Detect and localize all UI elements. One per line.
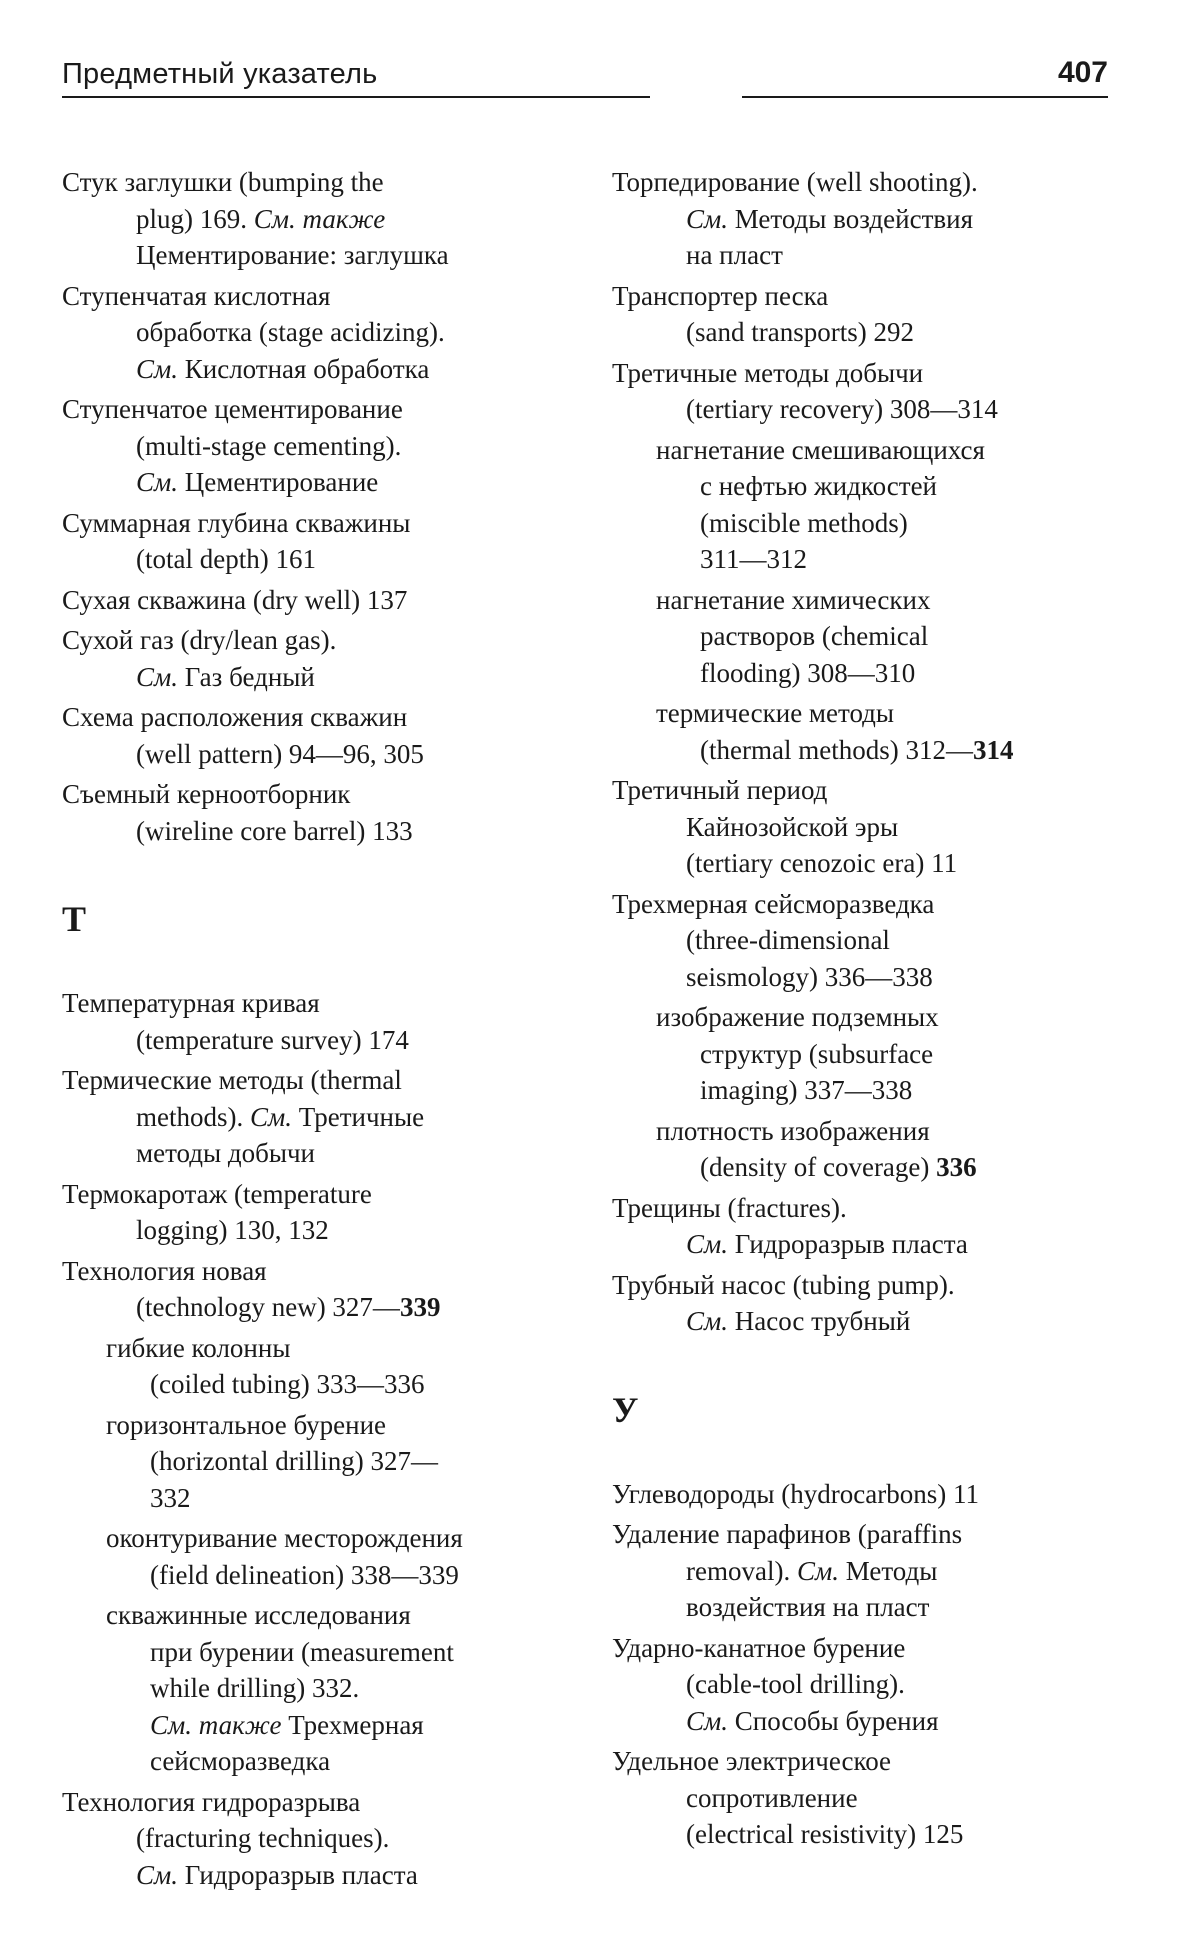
entry-text: (well pattern) 94—96, 305 [136, 738, 424, 769]
entry-text: плотность изображения [656, 1115, 930, 1146]
index-entry [612, 886, 1112, 996]
entry-line [62, 1022, 582, 1059]
entry-line [62, 1330, 582, 1367]
left-index-column [62, 164, 582, 1897]
entry-line [612, 237, 1112, 274]
entry-line [62, 1707, 582, 1744]
entry-line [612, 468, 1112, 505]
entry-line [612, 1036, 1112, 1073]
cross-reference: См. [136, 467, 178, 497]
entry-line [612, 1743, 1112, 1780]
entry-line [612, 314, 1112, 351]
entry-text: Ступенчатая кислотная [62, 280, 331, 311]
entry-text: растворов (chemical [700, 621, 929, 651]
index-subentry [62, 1330, 582, 1403]
index-entry [62, 622, 582, 695]
entry-text: 311—312 [700, 544, 807, 574]
entry-line [62, 1176, 582, 1213]
index-entry [612, 1267, 1112, 1340]
entry-line [612, 1666, 1112, 1703]
cross-reference: См. [686, 1306, 728, 1336]
entry-line [62, 813, 582, 850]
cross-reference: См. [796, 1555, 839, 1586]
index-subentry [612, 695, 1112, 768]
entry-text: Схема расположения скважин [62, 702, 408, 732]
index-entry [62, 1176, 582, 1249]
entry-line [62, 464, 582, 501]
entry-text: Кайнозойской эры [686, 811, 899, 842]
entry-text: (fracturing techniques). [136, 1823, 390, 1853]
entry-text: методы добычи [136, 1138, 316, 1168]
cross-reference: См. [686, 203, 728, 234]
entry-line [62, 736, 582, 773]
entry-text: Кислотная обработка [178, 353, 430, 384]
entry-text: Цементирование [178, 467, 379, 497]
entry-line [62, 391, 582, 428]
entry-line [62, 428, 582, 465]
cross-reference: См. [136, 1859, 178, 1890]
index-entry [62, 1253, 582, 1326]
entry-text: flooding) 308—310 [700, 657, 916, 688]
cross-reference: См. [686, 1705, 728, 1736]
entry-line [612, 1630, 1112, 1667]
entry-line [612, 1476, 1112, 1513]
entry-line [612, 278, 1112, 315]
entry-line [612, 164, 1112, 201]
entry-text: Удельное электрическое [612, 1746, 892, 1776]
cross-reference: См. [136, 353, 178, 384]
entry-text: Термокаротаж (temperature [62, 1178, 372, 1209]
entry-text: Сухая скважина (dry well) 137 [62, 584, 408, 615]
entry-text: Ударно-канатное бурение [612, 1632, 906, 1663]
entry-text: Технология новая [62, 1255, 267, 1286]
entry-line [612, 1072, 1112, 1109]
entry-text: Методы [838, 1555, 938, 1586]
entry-text: Трехмерная сейсморазведка [612, 888, 935, 919]
entry-text: removal). [686, 1555, 797, 1586]
entry-text: обработка (stage acidizing). [136, 317, 445, 347]
entry-text: Технология гидроразрыва [62, 1786, 361, 1817]
running-head [62, 52, 1108, 102]
cross-reference: См. также [253, 203, 386, 234]
entry-line [612, 1226, 1112, 1263]
entry-text: Съемный керноотборник [62, 779, 351, 809]
entry-text: Транспортер песка [612, 280, 829, 311]
entry-line [612, 845, 1112, 882]
entry-text: Углеводороды (hydrocarbons) 11 [612, 1478, 979, 1509]
entry-line [612, 1703, 1112, 1740]
entry-text: (total depth) 161 [136, 544, 316, 574]
entry-text: (field delineation) 338—339 [150, 1559, 459, 1590]
header-rule-left [62, 96, 650, 98]
entry-line [612, 432, 1112, 469]
entry-text: (three-dimensional [686, 925, 890, 955]
index-entry [62, 985, 582, 1058]
entry-line [62, 237, 582, 274]
entry-line [612, 1516, 1112, 1553]
entry-text: горизонтальное бурение [106, 1409, 387, 1440]
entry-line [62, 1857, 582, 1894]
entry-text: (tertiary cenozoic era) 11 [686, 848, 958, 878]
entry-line [62, 505, 582, 542]
entry-line [62, 1135, 582, 1172]
entry-line [62, 1366, 582, 1403]
entry-line [62, 541, 582, 578]
entry-text: (multi-stage cementing). [136, 430, 402, 461]
index-subentry [62, 1407, 582, 1517]
entry-text: Газ бедный [178, 661, 315, 692]
entry-text: Трехмерная [281, 1709, 424, 1740]
entry-text: Торпедирование (well shooting). [612, 167, 978, 197]
entry-text: скважинные исследования [106, 1600, 411, 1630]
entry-text: Ступенчатое цементирование [62, 394, 403, 424]
entry-text: термические методы [656, 698, 895, 728]
index-subentry [612, 1113, 1112, 1186]
entry-line [62, 1212, 582, 1249]
entry-line [62, 1634, 582, 1671]
entry-line [62, 622, 582, 659]
entry-line [612, 1303, 1112, 1340]
entry-text: (cable-tool drilling). [686, 1669, 905, 1699]
header-rule-right [742, 96, 1108, 98]
right-index-column [612, 164, 1112, 1857]
cross-reference: См. [250, 1101, 292, 1132]
entry-text: Температурная кривая [62, 988, 320, 1018]
index-subentry [62, 1520, 582, 1593]
entry-line [612, 695, 1112, 732]
cross-reference: См. также [150, 1709, 282, 1740]
entry-text: while drilling) 332. [150, 1673, 360, 1703]
entry-line [62, 1670, 582, 1707]
entry-text: (wireline core barrel) 133 [136, 815, 413, 846]
index-entry [612, 1743, 1112, 1853]
cross-reference: См. [686, 1229, 728, 1259]
index-entry [62, 699, 582, 772]
index-entry [62, 278, 582, 388]
entry-text: оконтуривание месторождения [106, 1523, 463, 1553]
entry-text: Третичный период [612, 775, 828, 805]
entry-text: Способы бурения [728, 1705, 939, 1736]
entry-line [612, 809, 1112, 846]
entry-line [612, 541, 1112, 578]
entry-text: seismology) 336—338 [686, 961, 933, 992]
page-reference-bold: 336 [936, 1152, 977, 1182]
entry-line [62, 776, 582, 813]
entry-text: (sand transports) 292 [686, 317, 914, 347]
entry-line [612, 959, 1112, 996]
entry-line [612, 772, 1112, 809]
entry-text: (density of coverage) [700, 1152, 937, 1182]
entry-text: imaging) 337—338 [700, 1075, 913, 1105]
entry-text: Стук заглушки (bumping the [62, 167, 384, 197]
index-entry [612, 278, 1112, 351]
page-number: 407 [1057, 56, 1108, 89]
entry-line [612, 1553, 1112, 1590]
entry-line [612, 618, 1112, 655]
entry-text: logging) 130, 132 [136, 1215, 329, 1245]
entry-line [612, 1113, 1112, 1150]
entry-line [62, 1253, 582, 1290]
entry-line [62, 1743, 582, 1780]
entry-line [62, 1407, 582, 1444]
entry-text: 332 [150, 1482, 191, 1513]
entry-line [612, 1589, 1112, 1626]
entry-text: Термические методы (thermal [62, 1065, 402, 1095]
entry-line [62, 699, 582, 736]
entry-text: воздействия на пласт [686, 1592, 930, 1622]
index-entry [612, 164, 1112, 274]
index-entry [612, 1476, 1112, 1513]
index-entry [612, 772, 1112, 882]
entry-line [612, 582, 1112, 619]
entry-line [612, 1816, 1112, 1853]
index-entry [612, 355, 1112, 428]
entry-line [62, 164, 582, 201]
index-entry [612, 1516, 1112, 1626]
entry-line [62, 1099, 582, 1136]
entry-text: (miscible methods) [700, 507, 908, 538]
entry-line [62, 659, 582, 696]
entry-line [612, 886, 1112, 923]
entry-line [612, 1190, 1112, 1227]
entry-text: Гидроразрыв пласта [178, 1859, 418, 1890]
entry-line [612, 201, 1112, 238]
entry-text: (horizontal drilling) 327— [150, 1446, 438, 1476]
entry-line [62, 582, 582, 619]
entry-line [62, 1520, 582, 1557]
entry-text: (temperature survey) 174 [136, 1024, 409, 1055]
entry-text: сопротивление [686, 1782, 858, 1813]
section-letter-heading: У [612, 1389, 639, 1430]
entry-line [612, 355, 1112, 392]
entry-line [62, 1480, 582, 1517]
index-entry [62, 164, 582, 274]
entry-line [612, 732, 1112, 769]
entry-text: на пласт [686, 240, 783, 270]
entry-text: Трубный насос (tubing pump). [612, 1269, 955, 1300]
entry-text: plug) 169. [136, 203, 254, 234]
index-entry [612, 1630, 1112, 1740]
index-entry [612, 1190, 1112, 1263]
entry-text: Цементирование: заглушка [136, 240, 449, 270]
entry-text: при бурении (measurement [150, 1636, 454, 1667]
entry-line [62, 1443, 582, 1480]
entry-line [62, 314, 582, 351]
index-subentry [612, 999, 1112, 1109]
entry-text: Гидроразрыв пласта [728, 1229, 968, 1259]
entry-line [612, 655, 1112, 692]
entry-line [612, 391, 1112, 428]
entry-line [62, 278, 582, 315]
entry-text: Суммарная глубина скважины [62, 507, 411, 538]
index-subentry [612, 582, 1112, 692]
entry-text: (technology new) 327— [136, 1292, 400, 1322]
entry-line [62, 985, 582, 1022]
entry-line [62, 1784, 582, 1821]
entry-text: нагнетание химических [656, 584, 931, 615]
cross-reference: См. [136, 661, 178, 692]
entry-line [612, 1267, 1112, 1304]
running-title: Предметный указатель [62, 58, 378, 90]
index-entry [62, 582, 582, 619]
entry-line [62, 1062, 582, 1099]
entry-text: Третичные методы добычи [612, 357, 924, 388]
entry-line [62, 351, 582, 388]
entry-text: Третичные [292, 1101, 425, 1132]
entry-text: нагнетание смешивающихся [656, 434, 985, 465]
entry-text: Сухой газ (dry/lean gas). [62, 625, 337, 655]
index-entry [62, 505, 582, 578]
entry-text: (thermal methods) 312— [700, 734, 973, 765]
index-subentry [612, 432, 1112, 578]
entry-line [612, 1149, 1112, 1186]
entry-line [612, 505, 1112, 542]
entry-text: структур (subsurface [700, 1038, 934, 1069]
index-entry [62, 391, 582, 501]
entry-line [612, 999, 1112, 1036]
entry-line [62, 1289, 582, 1326]
index-entry [62, 1784, 582, 1894]
entry-text: гибкие колонны [106, 1332, 291, 1363]
entry-text: (coiled tubing) 333—336 [150, 1369, 425, 1399]
index-entry [62, 776, 582, 849]
entry-line [62, 201, 582, 238]
entry-text: Трещины (fractures). [612, 1192, 847, 1223]
index-subentry [62, 1597, 582, 1780]
entry-text: (electrical resistivity) 125 [686, 1819, 964, 1849]
entry-text: с нефтью жидкостей [700, 471, 938, 501]
entry-line [62, 1820, 582, 1857]
index-entry [62, 1062, 582, 1172]
entry-line [62, 1557, 582, 1594]
section-letter-heading: Т [62, 899, 87, 939]
entry-line [62, 1597, 582, 1634]
entry-text: methods). [136, 1101, 250, 1132]
entry-line [612, 922, 1112, 959]
page-reference-bold: 314 [972, 734, 1014, 765]
entry-text: Методы воздействия [728, 203, 973, 234]
entry-text: (tertiary recovery) 308—314 [686, 394, 998, 424]
entry-text: сейсморазведка [150, 1746, 331, 1776]
entry-text: изображение подземных [656, 1002, 939, 1032]
entry-text: Удаление парафинов (paraffins [612, 1519, 963, 1549]
entry-line [612, 1780, 1112, 1817]
entry-text: Насос трубный [728, 1306, 911, 1336]
page-reference-bold: 339 [399, 1292, 441, 1322]
